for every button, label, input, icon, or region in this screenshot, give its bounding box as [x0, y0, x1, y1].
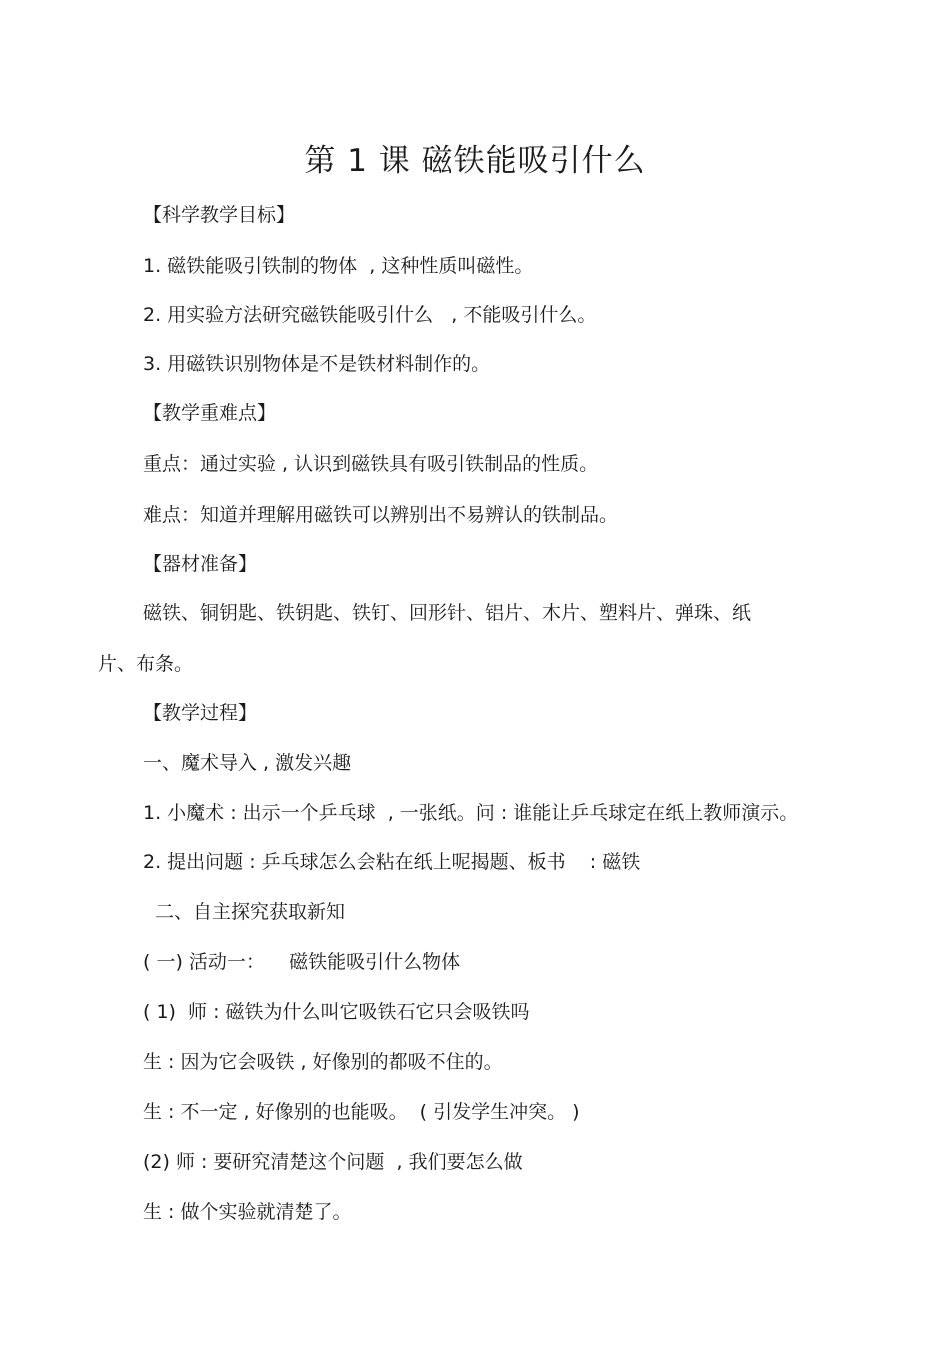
section-heading-objectives: 【科学教学目标】	[143, 204, 296, 226]
materials-line-1: 磁铁、铜钥匙、铁钥匙、铁钉、回形针、铝片、木片、塑料片、弹珠、纸	[143, 602, 752, 624]
section-heading-key-points: 【教学重难点】	[143, 402, 277, 424]
objective-line-2: 2. 用实验方法研究磁铁能吸引什么 , 不能吸引什么。	[143, 304, 597, 326]
lesson-title: 第 1 课 磁铁能吸引什么	[304, 143, 646, 179]
process-part-2-heading: 二、自主探究获取新知	[155, 901, 346, 923]
difficulty-line: 难点：知道并理解用磁铁可以辨别出不易辨认的铁制品。	[143, 504, 619, 526]
process-step-1: 1. 小魔术 : 出示一个乒乓球 , 一张纸。问 : 谁能让乒乓球定在纸上教师演示。	[143, 802, 799, 824]
objective-line-3: 3. 用磁铁识别物体是不是铁材料制作的。	[143, 353, 491, 375]
objective-line-1: 1. 磁铁能吸引铁制的物体 , 这种性质叫磁性。	[143, 255, 534, 277]
key-point-line: 重点：通过实验 , 认识到磁铁具有吸引铁制品的性质。	[143, 453, 599, 475]
dialogue-line-3: 生 : 不一定 , 好像别的也能吸。 ( 引发学生冲突。 )	[143, 1101, 580, 1123]
process-part-1-heading: 一、魔术导入 , 激发兴趣	[143, 752, 352, 774]
activity-1-heading: ( 一) 活动一： 磁铁能吸引什么物体	[143, 951, 461, 973]
dialogue-line-5: 生 : 做个实验就清楚了。	[143, 1201, 352, 1223]
section-heading-materials: 【器材准备】	[143, 553, 258, 575]
dialogue-line-2: 生 : 因为它会吸铁 , 好像别的都吸不住的。	[143, 1051, 503, 1073]
section-heading-process: 【教学过程】	[143, 702, 258, 724]
process-step-2: 2. 提出问题 : 乒乓球怎么会粘在纸上呢揭题、板书 : 磁铁	[143, 851, 641, 873]
dialogue-line-1: ( 1) 师 : 磁铁为什么叫它吸铁石它只会吸铁吗	[143, 1001, 530, 1023]
materials-line-2: 片、布条。	[98, 653, 194, 675]
dialogue-line-4: (2) 师 : 要研究清楚这个问题 , 我们要怎么做	[143, 1151, 523, 1173]
